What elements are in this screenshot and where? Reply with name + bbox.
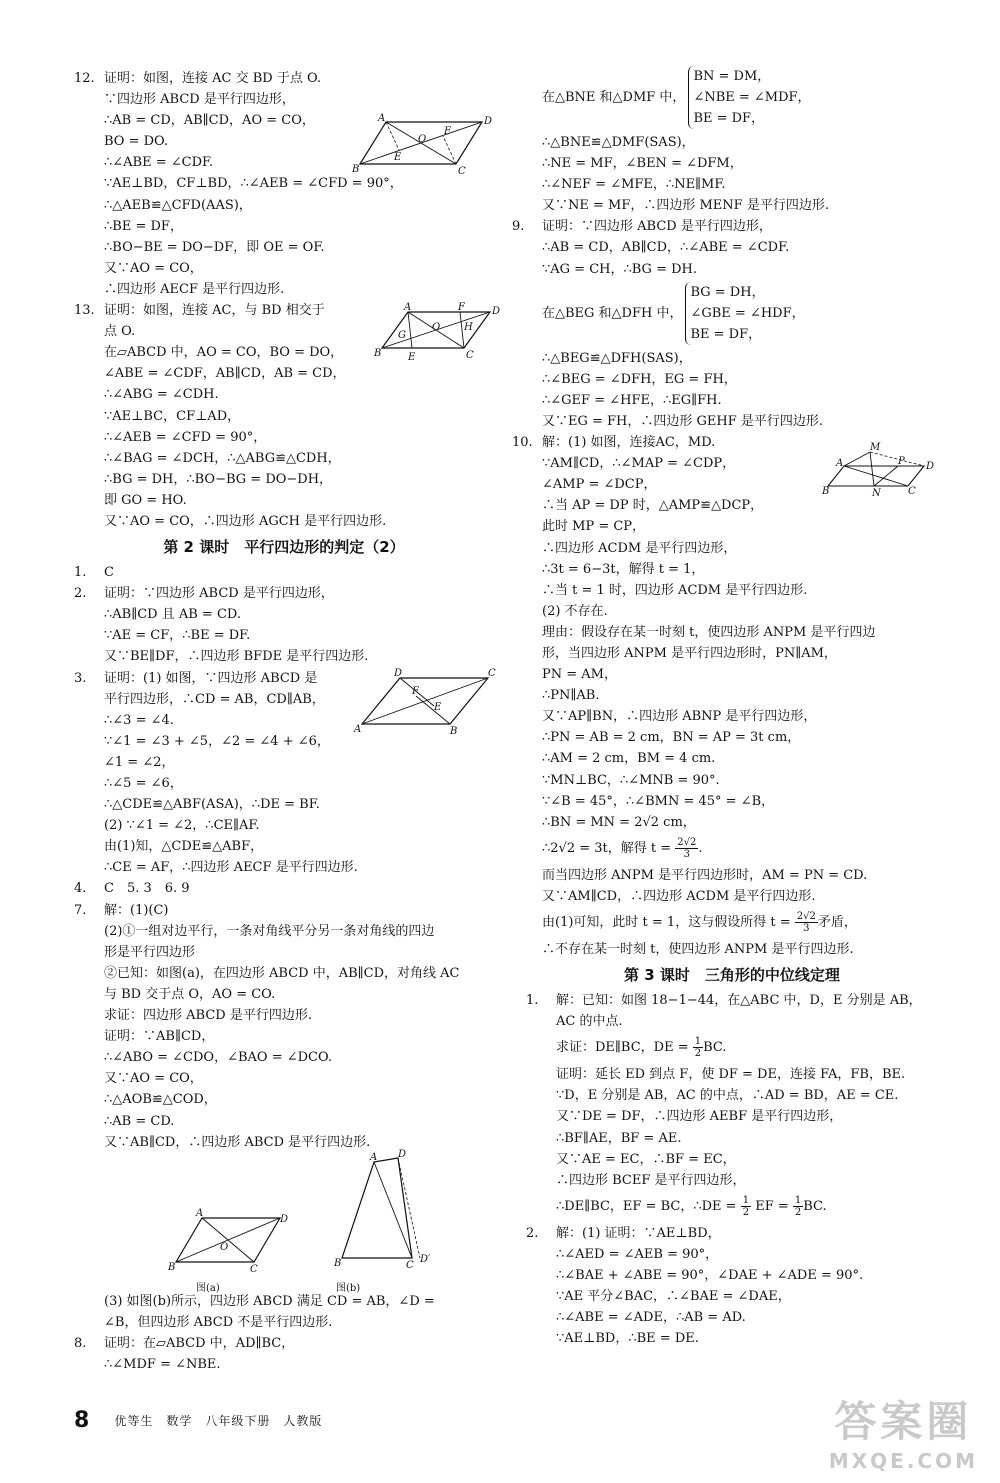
line: ∴PN∥AB. xyxy=(542,688,600,704)
line: ∴BN = MN = 2√2 cm， xyxy=(542,814,696,830)
problem-10 xyxy=(512,432,952,960)
svg-text:O: O xyxy=(432,322,441,333)
system-beg-dfh: 在△BEG 和△DFH 中， BG = DH， ∠GBE = ∠HDF， BE = DF， xyxy=(512,280,952,348)
watermark-logo: 答案圈 MXQE.COM xyxy=(828,1397,978,1473)
line: 平行四边形，∴CD = AB，CD∥AB， xyxy=(104,691,325,707)
svg-text:B: B xyxy=(374,348,382,359)
svg-text:O: O xyxy=(418,134,427,145)
line: ∴四边形 BCEF 是平行四边形， xyxy=(556,1172,746,1188)
line: ∴∠ABE = ∠ADE，∴AB = AD. xyxy=(556,1310,746,1326)
line: 1. 解：已知：如图 18−1−44，在△ABC 中，D，E 分别是 AB， xyxy=(526,993,922,1009)
figure-problem-12 xyxy=(348,112,493,180)
svg-text:B: B xyxy=(450,726,458,737)
fraction-one-half: $\frac{1}{2}$ xyxy=(694,1036,702,1060)
line: ∴CE = AF，∴四边形 AECF 是平行四边形. xyxy=(104,860,358,876)
line: ∴∠BEG = ∠DFH，EG = FH， xyxy=(542,371,737,387)
line: (2) ∵∠1 = ∠2，∴CE∥AF. xyxy=(104,818,260,834)
line: ∵AG = CH，∴BG = DH. xyxy=(542,261,697,277)
line: ②已知：如图(a)，在四边形 ABCD 中，AB∥CD，对角线 AC xyxy=(104,965,460,981)
problem-1-section-3 xyxy=(512,990,952,1223)
line-solve-t: ∴2√2 = 3t，解得 t = $\frac{2√2}{3}$ . xyxy=(542,836,703,860)
figure-problem-13 xyxy=(372,300,501,368)
line: ∠AMP = ∠DCP， xyxy=(542,477,657,493)
line: ∴AB∥CD 且 AB = CD. xyxy=(104,607,241,623)
line: ∴△CDE≌△ABF(ASA)，∴DE = BF. xyxy=(104,797,320,813)
line: 形，当四边形 ANPM 是平行四边形时，PN∥AM， xyxy=(542,645,837,661)
line: 求证：四边形 ABCD 是平行四边形. xyxy=(104,1008,312,1024)
svg-text:E: E xyxy=(408,352,416,363)
system-bne-dmf: 在△BNE 和△DMF 中， BN = DM， ∠NBE = ∠MDF， BE = DF， xyxy=(512,64,952,132)
line: ∴当 t = 1 时，四边形 ACDM 是平行四边形. xyxy=(542,582,808,598)
line: 又∵BE∥DF，∴四边形 BFDE 是平行四边形. xyxy=(104,649,369,665)
line: ∴BO−BE = DO−DF，即 OE = OF. xyxy=(104,239,325,255)
line: 又∵AO = CO，∴四边形 AGCH 是平行四边形. xyxy=(104,513,387,529)
fraction-2sqrt2-over-3: $\frac{2√2}{3}$ xyxy=(677,836,697,860)
svg-text:A: A xyxy=(354,724,362,735)
line: ∵AM∥CD，∴∠MAP = ∠CDP， xyxy=(542,456,736,472)
svg-text:B: B xyxy=(334,1258,342,1269)
line: ∴∠BAG = ∠DCH，∴△ABG≌△CDH， xyxy=(104,450,341,466)
line: 证明：∵AB∥CD， xyxy=(104,1029,215,1045)
line: 又∵AP∥BN，∴四边形 ABNP 是平行四边形， xyxy=(542,709,817,725)
figure-a-caption: 图(a) xyxy=(196,1282,220,1294)
line: 由(1)知，△CDE≌△ABF， xyxy=(104,839,264,855)
line: ∴∠AEB = ∠CFD = 90°， xyxy=(104,429,267,445)
svg-text:O: O xyxy=(220,1242,229,1253)
svg-text:B: B xyxy=(168,1262,176,1273)
line: 又∵AE = EC，∴BF = EC， xyxy=(556,1151,736,1167)
line: ∴AB = CD. xyxy=(104,1113,175,1129)
svg-text:F: F xyxy=(444,126,451,137)
line: 又∵DE = DF，∴四边形 AEBF 是平行四边形， xyxy=(556,1109,843,1125)
figure-7b xyxy=(334,1149,434,1272)
line: ∴BG = DH，∴BO−BG = DO−DH， xyxy=(104,471,333,487)
svg-text:D: D xyxy=(484,116,493,127)
page-number: 8 xyxy=(74,1408,90,1433)
answer-1: 1. C xyxy=(74,565,114,581)
svg-text:D: D xyxy=(926,461,935,472)
svg-text:N: N xyxy=(872,488,881,499)
line: ∴∠ABO = ∠CDO，∠BAO = ∠DCO. xyxy=(104,1050,333,1066)
line: ∴∠5 = ∠6， xyxy=(104,776,183,791)
fraction-2sqrt2-over-3: $\frac{2√2}{3}$ xyxy=(796,911,816,934)
line: ∴不存在某一时刻 t，使四边形 ANPM 是平行四边形. xyxy=(542,942,854,957)
line-contradiction: 由(1)可知，此时 t = 1，这与假设所得 t = $\frac{2√2}{3}$ 矛盾， xyxy=(542,911,857,934)
svg-text:D: D xyxy=(280,1214,289,1225)
line: ∵AE 平分∠BAC，∴∠BAE = ∠DAE， xyxy=(556,1289,791,1305)
figure-problem-10 xyxy=(822,442,942,502)
problem-9 xyxy=(512,216,952,279)
line: ∴AM = 2 cm，BM = 4 cm. xyxy=(542,751,716,767)
line: 即 GO = HO. xyxy=(104,492,187,508)
svg-text:H: H xyxy=(464,322,473,333)
line: ∴AB = CD，AB∥CD，∴∠ABE = ∠CDF. xyxy=(542,240,790,256)
line: 2. 解：(1) 证明：∵AE⊥BD， xyxy=(526,1225,721,1241)
svg-text:A: A xyxy=(196,1208,204,1219)
line: 证明：延长 ED 到点 F，使 DF = DE，连接 FA，FB，BE. xyxy=(556,1067,906,1083)
line: ∴∠3 = ∠4. xyxy=(104,712,174,728)
line: ∠B，但四边形 ABCD 不是平行四边形. xyxy=(104,1314,333,1330)
line: ∴BE = DF， xyxy=(104,218,183,234)
line: 9. 证明：∵四边形 ABCD 是平行四边形， xyxy=(512,219,772,235)
problem-8 xyxy=(74,1333,494,1375)
svg-text:C: C xyxy=(458,166,466,177)
line: ∴∠AED = ∠AEB = 90°， xyxy=(556,1246,719,1262)
line: (3) 如图(b)所示，四边形 ABCD 满足 CD = AB，∠D = xyxy=(104,1293,435,1309)
line: ∵∠B = 45°，∴∠BMN = 45° = ∠B， xyxy=(542,793,775,809)
svg-text:B: B xyxy=(822,486,830,497)
line: ∴∠ABE = ∠CDF. xyxy=(104,155,214,171)
problem-2-section-3 xyxy=(512,1223,952,1350)
problem-7 xyxy=(74,900,494,1153)
line: ∴△BNE≌△DMF(SAS)， xyxy=(542,135,695,150)
line: 又∵AM∥CD，∴四边形 ACDM 是平行四边形. xyxy=(542,888,816,904)
line: ∴∠GEF = ∠HFE，∴EG∥FH. xyxy=(542,392,722,408)
brace-system: BN = DM， ∠NBE = ∠MDF， BE = DF， xyxy=(688,66,810,129)
line: ∴四边形 ACDM 是平行四边形， xyxy=(542,540,737,556)
line: 与 BD 交于点 O，AO = CO. xyxy=(104,986,276,1002)
line: ∵四边形 ABCD 是平行四边形， xyxy=(104,92,295,108)
svg-text:A: A xyxy=(370,1152,378,1163)
line-prove: 求证：DE∥BC，DE = $\frac{1}{2}$ BC. xyxy=(556,1036,727,1060)
line: ∵AE⊥BD，CF⊥BD，∴∠AEB = ∠CFD = 90°， xyxy=(104,176,403,192)
line: 7. 解：(1)(C) xyxy=(74,902,169,918)
line: PN = AM， xyxy=(542,667,617,683)
line: 此时 MP = CP， xyxy=(542,519,646,535)
line: (2) 不存在. xyxy=(542,603,608,619)
line: 而当四边形 ANPM 是平行四边形时，AM = PN = CD. xyxy=(542,867,868,883)
line: BO = DO. xyxy=(104,134,169,150)
svg-text:C: C xyxy=(250,1264,258,1275)
svg-text:E: E xyxy=(434,702,442,713)
svg-text:A: A xyxy=(378,113,386,124)
line: 12. 证明：如图，连接 AC 交 BD 于点 O. xyxy=(74,71,322,86)
fraction-one-half: $\frac{1}{2}$ xyxy=(742,1194,750,1218)
brace-system: BG = DH， ∠GBE = ∠HDF， BE = DF， xyxy=(685,282,804,345)
line: ∴当 AP = DP 时，△AMP≌△DCP， xyxy=(542,498,764,514)
line: ∴AB = CD，AB∥CD，AO = CO， xyxy=(104,113,315,129)
line: 8. 证明：在▱ABCD 中，AD∥BC， xyxy=(74,1335,295,1351)
line: 10. 解：(1) 如图，连接AC，MD. xyxy=(512,435,716,451)
line: ∵AE = CF，∴BE = DF. xyxy=(104,628,251,644)
line: ∴3t = 6−3t，解得 t = 1， xyxy=(542,561,705,577)
line-conclusion: ∴DE∥BC，EF = BC，∴DE = $\frac{1}{2}$ EF = $\frac{1}{2}$ BC. xyxy=(556,1194,827,1218)
section-heading-2: 第 2 课时 平行四边形的判定（2） xyxy=(163,538,405,557)
line: ∴NE = MF，∠BEN = ∠DFM， xyxy=(542,156,743,172)
line: ∴BF∥AE，BF = AE. xyxy=(556,1130,682,1146)
figure-problem-3 xyxy=(352,666,497,738)
line: ∴△AEB≌△CFD(AAS)， xyxy=(104,197,252,213)
svg-text:P: P xyxy=(898,456,905,467)
line: 在▱ABCD 中，AO = CO，BO = DO， xyxy=(104,345,344,361)
page-footer xyxy=(74,1408,322,1438)
line: (2)①一组对边平行，一条对角线平分另一条对角线的四边 xyxy=(104,923,435,939)
problem-2 xyxy=(74,583,494,667)
line: ∴∠BAE + ∠ABE = 90°，∠DAE + ∠ADE = 90°. xyxy=(556,1268,864,1284)
line: ∴∠MDF = ∠NBE. xyxy=(104,1356,221,1372)
line: AC 的中点. xyxy=(556,1014,623,1030)
svg-text:C: C xyxy=(908,486,916,497)
svg-text:M: M xyxy=(870,442,881,453)
svg-text:D: D xyxy=(394,668,403,679)
line: 点 O. xyxy=(104,324,136,340)
line: ∴∠ABG = ∠CDH. xyxy=(104,387,219,403)
line: ∵MN⊥BC，∴∠MNB = 90°. xyxy=(542,772,720,788)
figure-7a xyxy=(168,1206,293,1275)
svg-text:C: C xyxy=(406,1260,414,1271)
line: ∴△BEG≌△DFH(SAS)， xyxy=(542,350,692,366)
section-heading-3: 第 3 课时 三角形的中位线定理 xyxy=(624,966,840,985)
line: 又∵AB∥CD，∴四边形 ABCD 是平行四边形. xyxy=(104,1134,371,1150)
line: 2. 证明：∵四边形 ABCD 是平行四边形， xyxy=(74,586,334,602)
line: 形是平行四边形 xyxy=(104,944,196,960)
line: 理由：假设存在某一时刻 t，使四边形 ANPM 是平行四边 xyxy=(542,624,876,640)
line: ∵AE⊥BD，∴BE = DE. xyxy=(556,1331,699,1347)
svg-text:B: B xyxy=(352,164,360,175)
footer-text: 优等生 数学 八年级下册 人教版 xyxy=(114,1414,323,1428)
answers-4-to-6: 4. C 5. 3 6. 9 xyxy=(74,881,190,897)
figure-b-caption: 图(b) xyxy=(336,1282,361,1294)
line: ∵∠1 = ∠3 + ∠5，∠2 = ∠4 + ∠6， xyxy=(104,733,330,749)
svg-text:F: F xyxy=(412,686,419,697)
line: 又∵AO = CO， xyxy=(104,1071,203,1087)
line: ∵D，E 分别是 AB，AC 的中点，∴AD = BD，AE = CE. xyxy=(556,1088,899,1104)
line: 13. 证明：如图，连接 AC，与 BD 相交于 xyxy=(74,303,325,319)
problem-12 xyxy=(74,68,494,300)
line: ∠ABE = ∠CDF，AB∥CD，AB = CD， xyxy=(104,366,346,382)
line: ∵AE⊥BC，CF⊥AD， xyxy=(104,408,241,424)
svg-text:F: F xyxy=(458,302,465,313)
right-column xyxy=(512,64,952,1349)
line: 又∵AO = CO， xyxy=(104,260,203,276)
svg-text:C: C xyxy=(466,350,474,361)
problem-7-part-3 xyxy=(74,1291,494,1333)
line: ∴∠NEF = ∠MFE，∴NE∥MF. xyxy=(542,177,726,193)
svg-text:E: E xyxy=(394,152,402,163)
line: 又∵NE = MF，∴四边形 MENF 是平行四边形. xyxy=(542,198,829,214)
line: 3. 证明：(1) 如图，∵四边形 ABCD 是 xyxy=(74,670,318,686)
svg-text:C: C xyxy=(488,668,496,679)
fraction-one-half: $\frac{1}{2}$ xyxy=(794,1194,802,1218)
line: ∴四边形 AECF 是平行四边形. xyxy=(104,281,285,297)
svg-text:A: A xyxy=(404,302,412,313)
svg-text:D: D xyxy=(398,1149,407,1160)
svg-text:A: A xyxy=(836,458,844,469)
line: ∴PN = AB = 2 cm，BN = AP = 3t cm， xyxy=(542,730,801,746)
line: ∠1 = ∠2， xyxy=(104,754,175,770)
svg-text:G: G xyxy=(398,330,406,341)
svg-text:D: D xyxy=(492,306,501,317)
line: ∴△AOB≌△COD， xyxy=(104,1092,217,1108)
svg-text:D′: D′ xyxy=(420,1254,431,1265)
line: 又∵EG = FH，∴四边形 GEHF 是平行四边形. xyxy=(542,413,824,429)
